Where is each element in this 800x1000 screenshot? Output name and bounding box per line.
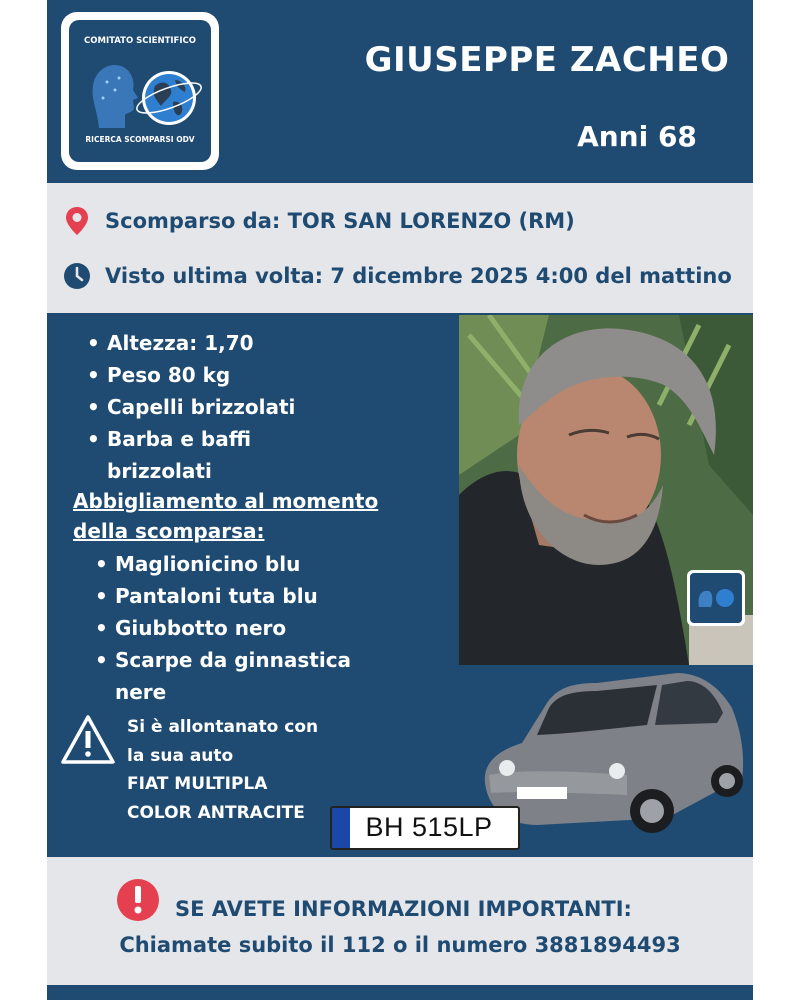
vehicle-warning-text [127,713,357,827]
clothing-heading-line1: Abbigliamento al momento [73,489,379,513]
cta-heading: SE AVETE INFORMAZIONI IMPORTANTI: [175,897,632,921]
list-item: • Scarpe da ginnastica [89,644,389,676]
list-item: • Giubbotto nero [89,612,389,644]
warning-triangle-icon [60,714,116,766]
list-item: • Maglionicino blu [89,548,389,580]
clock-icon [63,262,91,290]
person-age: Anni 68 [577,120,697,153]
poster-header [47,0,753,183]
last-seen-text: Visto ultima volta: 7 dicembre 2025 4:00 del mattino [105,264,732,288]
list-item: • Pantaloni tuta blu [89,580,389,612]
list-item: brizzolati [107,459,212,483]
clothing-list [89,548,389,708]
vehicle-line: FIAT MULTIPLA [127,774,268,794]
call-to-action-band [47,857,753,985]
map-pin-icon [65,206,89,236]
list-item: nere [115,680,167,704]
person-name: GIUSEPPE ZACHEO [364,40,730,80]
license-plate [330,806,520,850]
license-plate-number: BH 515LP [365,812,493,842]
clothing-heading-line2: della scomparsa: [73,519,265,543]
list-item: • Barba e baffi [81,423,401,455]
vehicle-line: la sua auto [127,745,234,766]
missing-from-text: Scomparso da: TOR SAN LORENZO (RM) [105,209,575,233]
clothing-heading [73,486,393,546]
missing-person-poster [47,0,753,1000]
person-photo [459,315,753,665]
cta-phone-text: Chiamate subito il 112 o il numero 3881894493 [119,933,681,957]
eu-flag-icon [332,808,350,848]
organization-logo [61,12,219,170]
logo-top-text: COMITATO SCIENTIFICO [84,36,196,46]
logo-bottom-text: RICERCA SCOMPARSI ODV [85,135,195,144]
vehicle-line: COLOR ANTRACITE [127,802,305,823]
vehicle-line: Si è allontanato con [127,717,319,737]
info-circle-icon [115,877,161,923]
location-info-band [47,183,753,313]
physical-description-list [81,327,401,487]
list-item: • Altezza: 1,70 [81,327,401,359]
list-item: • Peso 80 kg [81,359,401,391]
list-item: • Capelli brizzolati [81,391,401,423]
